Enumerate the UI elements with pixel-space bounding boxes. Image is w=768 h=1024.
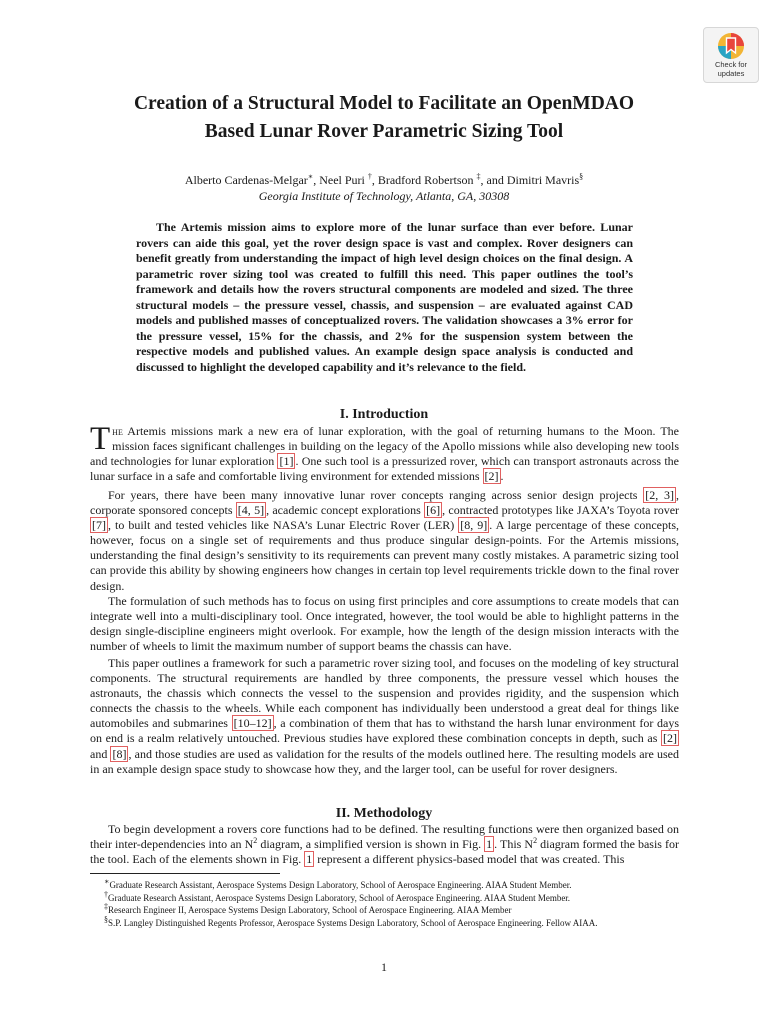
footnote-mark: †: [104, 889, 108, 899]
page-number: 1: [381, 960, 387, 974]
author-list: Alberto Cardenas-Melgar∗, Neel Puri †, Bradford Robertson ‡, and Dimitri Mavris§: [184, 172, 584, 187]
text-run: .: [500, 469, 504, 484]
author-2-mark: †: [367, 172, 372, 181]
small-caps-word: he: [112, 424, 123, 438]
author-4: and Dimitri Mavris: [486, 173, 580, 187]
text-run: . One such tool is a pressurized rover, which can transport astronauts across the lunar surface in a safe and comfortable living environment for extended missions: [90, 454, 679, 484]
citation-link[interactable]: [2]: [484, 469, 499, 484]
intro-paragraph-4: [90, 656, 679, 777]
text-run: , corporate sponsored concepts: [90, 488, 679, 518]
footnote-text: Graduate Research Assistant, Aerospace Systems Design Laboratory, School of Aerospace Engineering. AIAA Student Member.: [109, 880, 572, 890]
section-heading-methodology: II. Methodology: [335, 806, 433, 821]
text-run: For years, there have been many innovative lunar rover concepts ranging across senior design projects: [108, 488, 644, 502]
citation-link[interactable]: [7]: [92, 518, 106, 533]
section-heading-introduction: I. Introduction: [339, 407, 429, 422]
figure-link[interactable]: 1: [486, 837, 493, 852]
author-3-mark: ‡: [476, 172, 481, 181]
author-3: Bradford Robertson: [377, 173, 474, 187]
footnote-text: Graduate Research Assistant, Aerospace Systems Design Laboratory, School of Aerospace Engineering. AIAA Student Member.: [108, 892, 571, 903]
footnote: [104, 904, 679, 917]
badge-label-2: updates: [717, 69, 745, 78]
text-run: This paper outlines a framework for such a parametric rover sizing tool, and focuses on the modeling of key structural components. The structural requirements are handled by three components, the pressure vessel which houses the astronauts, the chassis which connects the vessel to the suspension and provides rigidity, and the suspension which connects the chassis to the wheels. While each component has individually been understood a great deal for things like automobiles and submarines: [90, 656, 679, 731]
text-run: diagram, a simplified version is shown in Fig.: [257, 837, 485, 852]
citation-link[interactable]: [10–12]: [233, 716, 272, 731]
footnote-text: Research Engineer II, Aerospace Systems Design Laboratory, School of Aerospace Engineering. AIAA Member: [108, 905, 512, 915]
citation-link[interactable]: [8, 9]: [460, 518, 488, 533]
footnote-mark: ∗: [104, 877, 110, 886]
text-run: , contracted prototypes like JAXA’s Toyota rover: [442, 503, 680, 518]
author-1-mark: ∗: [307, 172, 314, 181]
text-run: and: [90, 746, 111, 761]
footnote-text: S.P. Langley Distinguished Regents Professor, Aerospace Systems Design Laboratory, School of Aerospace Engineering. Fellow AIAA.: [108, 917, 598, 928]
figure-link[interactable]: 1: [306, 852, 313, 867]
intro-paragraph-1: [90, 421, 679, 484]
footnote-rule: [90, 873, 280, 874]
citation-link[interactable]: [4, 5]: [237, 503, 265, 518]
text-run: . A large percentage of these concepts, however, focus on a single set of requirements and thus produce singular design-points. For the Artemis missions, understanding the final design’s sensitivity to its requirements can prevent many costly mistakes. A parametric sizing tool can provide this ability by showing engineers how changes in certain top level requirements trickle down to the final rover design.: [90, 518, 679, 593]
footnote: [104, 879, 679, 892]
author-2: Neel Puri: [319, 173, 365, 187]
citation-link[interactable]: [1]: [279, 454, 294, 469]
check-for-updates-badge[interactable]: [703, 27, 759, 83]
text-run: , a combination of them that has to withstand the harsh lunar environment for days on end is a realm relatively untouched. Previous studies have explored these combination concepts in depth, such as: [90, 716, 679, 746]
citation-link[interactable]: [8]: [112, 746, 127, 761]
author-4-mark: §: [579, 172, 584, 181]
badge-label-1: Check for: [714, 60, 748, 69]
text-run: , and those studies are used as validation for the results of the models outlined here. The resulting models are used in an example design space study to showcase how they, and the larger tool, can be useful for rover designers.: [90, 746, 680, 776]
text-run: represent a different physics-based model that was created. This: [314, 852, 625, 867]
text-run: Artemis missions mark a new era of lunar exploration, with the goal of returning humans to the Moon. The mission faces significant challenges in building on the legacy of the Apollo missions while also developing new tools and technologies for lunar exploration: [90, 424, 679, 469]
text-run: . This N: [494, 837, 534, 852]
footnote: [104, 889, 679, 905]
drop-cap: T: [90, 421, 111, 457]
footnote: [104, 914, 679, 930]
author-1: Alberto Cardenas-Melgar: [184, 173, 308, 187]
citation-link[interactable]: [2]: [663, 731, 677, 746]
footnote-mark: §: [104, 914, 108, 924]
affiliation: Georgia Institute of Technology, Atlanta, GA, 30308: [258, 189, 510, 203]
footnotes: [104, 879, 679, 929]
footnote-mark: ‡: [104, 902, 108, 911]
superscript: 2: [253, 836, 258, 846]
intro-paragraph-3: The formulation of such methods has to focus on using first principles and core assumptions to create models that can integrate well into a multi-disciplinary tool. Once integrated, however, the tool would be able to highlight patterns in the design single-discipline engineers might overlook. For example, how the length of the design mission interacts with the number of wheels to limit the maximum number of support beams the chassis can have.: [90, 594, 679, 654]
intro-paragraph-2: [90, 488, 679, 594]
citation-link[interactable]: [2, 3]: [645, 488, 674, 502]
title-line-2: Based Lunar Rover Parametric Sizing Tool: [204, 121, 564, 142]
citation-link[interactable]: [6]: [426, 503, 441, 518]
text-run: To begin development a rovers core functions had to be defined. The resulting functions were then organized based on their inter-dependencies into an N: [90, 822, 679, 852]
paper-title: [90, 90, 678, 146]
text-run: diagram formed the basis for the tool. Each of the elements shown in Fig.: [90, 837, 680, 867]
text-run: , to built and tested vehicles like NASA’s Lunar Electric Rover (LER): [108, 518, 459, 533]
superscript: 2: [533, 836, 538, 846]
bookmark-icon: [717, 32, 745, 60]
methodology-paragraph-1: [90, 822, 679, 867]
text-run: , academic concept explorations: [266, 503, 425, 518]
abstract: The Artemis mission aims to explore more of the lunar surface than ever before. Lunar rovers can aide this goal, yet the rover design space is vast and complex. Rover designers can benefit greatly from understanding the impact of high level design choices on the final design. A parametric rover sizing tool was created to fulfill this need. This paper outlines the tool’s framework and details how the rovers structural components are modeled and sized. The three structural models – the pressure vessel, chassis, and suspension – are evaluated against CAD models and published masses of conceptualized rovers. The validation showcases a 3% error for the pressure vessel, 15% for the chassis, and 2% for the suspension system between the respective models and published values. An example design space analysis is conducted and discussed to highlight the developed capability and it’s relevance to the field.: [136, 220, 633, 374]
title-line-1: Creation of a Structural Model to Facilitate an OpenMDAO: [133, 93, 635, 114]
